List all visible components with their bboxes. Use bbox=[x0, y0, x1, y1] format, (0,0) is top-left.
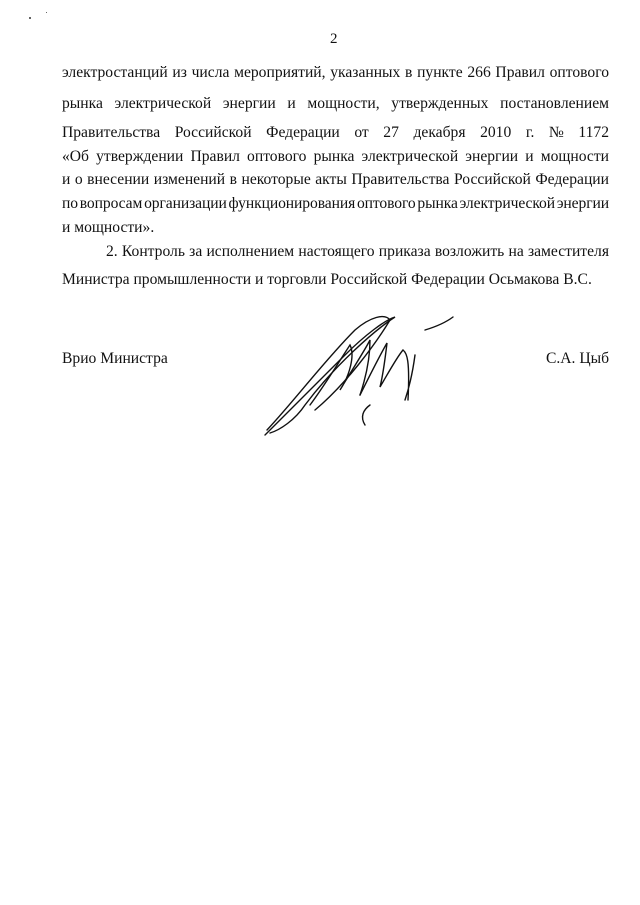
paragraph-2-line: 2. Контроль за исполнением настоящего приказа возложить на заместителя bbox=[106, 243, 609, 260]
signatory-position: Врио Министра bbox=[62, 350, 168, 367]
page-number: 2 bbox=[330, 31, 338, 47]
paragraph-1-line: и о внесении изменений в некоторые акты Правительства Российской Федерации bbox=[62, 171, 609, 188]
paragraph-2-line: Министра промышленности и торговли Российской Федерации Осьмакова В.С. bbox=[62, 271, 592, 288]
scan-speck bbox=[46, 12, 47, 13]
scan-speck bbox=[29, 17, 31, 19]
paragraph-1-line: рынка электрической энергии и мощности, утвержденных постановлением bbox=[62, 95, 609, 112]
paragraph-1-line: электростанций из числа мероприятий, указанных в пункте 266 Правил оптового bbox=[62, 64, 609, 81]
handwritten-signature bbox=[255, 305, 455, 440]
paragraph-1-line: по вопросам организации функционирования оптового рынка электрической энергии bbox=[62, 195, 609, 212]
paragraph-1-line: Правительства Российской Федерации от 27 декабря 2010 г. № 1172 bbox=[62, 124, 609, 141]
paragraph-1-line: и мощности». bbox=[62, 219, 155, 236]
paragraph-1-line: «Об утверждении Правил оптового рынка электрической энергии и мощности bbox=[62, 148, 609, 165]
signatory-name: С.А. Цыб bbox=[545, 350, 609, 367]
